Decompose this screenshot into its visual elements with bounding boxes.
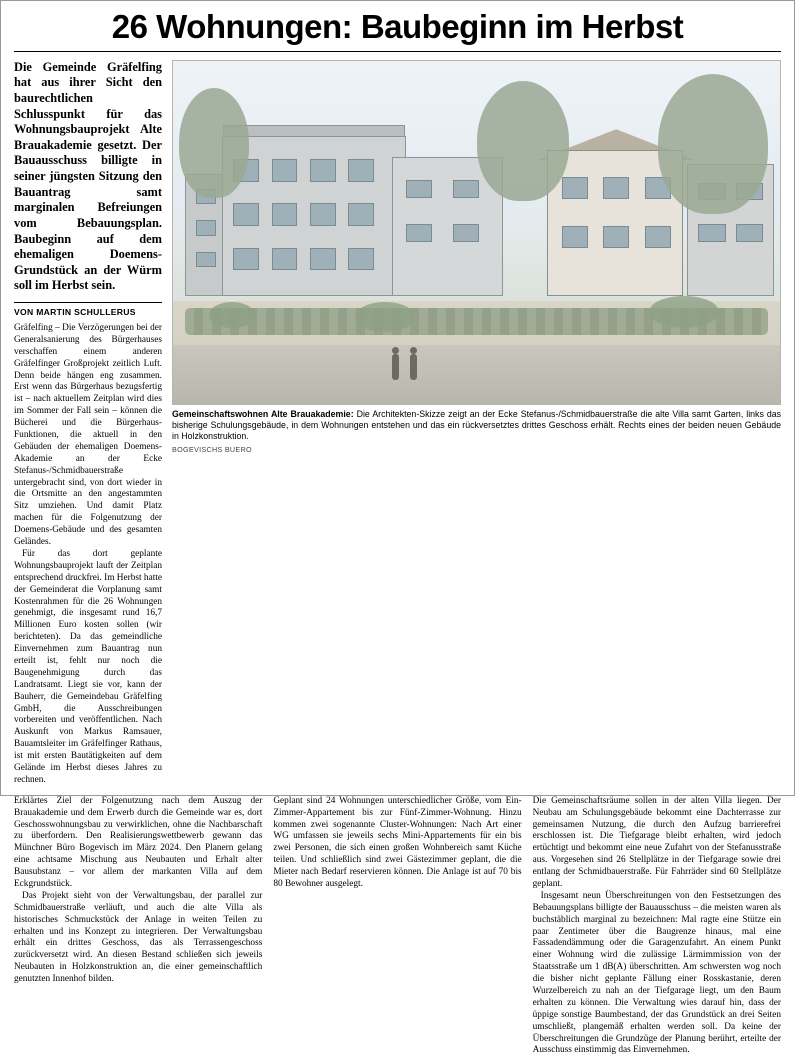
body-paragraph-6: Die Gemeinschaftsräume sollen in der alten Villa liegen. Der Neubau am Schulungsgebäude bekommt eine Dachterrasse zur gemeinsamen Nutzung, die durch den Aufzug barrierefrei erschlossen ist. Die Tiefgarage bleibt erhalten, wird jedoch ertüchtigt und bekommt eine neue Zufahrt von der Stefanusstraße aus. Vorgesehen sind 26 Stellplätze in der Tiefgarage sowie drei entlang der Schmidbauerstraße. Für Fahrräder sind 60 Stellplätze geplant. xyxy=(532,795,781,889)
caption-text: Die Architekten-Skizze zeigt an der Ecke Stefanus-/Schmidbauerstraße die alte Villa samt Garten, links das bisherige Schulungsgebäude, in dem Wohnungen entstehen und das ein rückversetztes drittes Geschoss erhält. Rechts eines der beiden neuen Gebäude in Holzkonstruktion. xyxy=(172,408,782,442)
column-1 xyxy=(14,796,262,986)
body-paragraph-7: Insgesamt neun Überschreitungen von den Festsetzungen des Bebauungsplans billigte der Bauausschuss – die meisten waren als buchstäblich marginal zu bezeichnen: Mal ragte eine Stütze ein paar Zentimeter über die Baugrenze hinaus, mal eine Fassadendämmung oder die Garagenzufahrt. An einem Punkt einer Wohnung wird die zulässige Lärmimmission von der Staatsstraße um 1 dB(A) überschritten. Am schwersten wog noch die bisher nicht geplante Fällung einer Rosskastanie, deren Wurzelbereich zu nah an der Tiefgarage liegt, um den Baum erhalten zu können. Die Verwaltung wies darauf hin, dass der üppige sonstige Baumbestand, der das Grundstück an drei Seiten umschließt, plangemäß erhalten werden soll. Da keine der Überschreitungen die Grundzüge der Planung berührt, erteilte der Ausschuss einstimmig das Einvernehmen. xyxy=(532,890,781,1056)
body-paragraph-4: Das Projekt sieht von der Verwaltungsbau, der parallel zur Schmidbauerstraße verläuft, und auch die alte Villa als historisches Schmuckstück der Anlage in weiten Teilen zu erhalten und ins Konzept zu integrieren. Der Verwaltungsbau erhält ein drittes Geschoss, das als Terrassengeschoss zurückversetzt wird. An diesen Bestand schließen sich jeweils Neubauten in Holzkonstruktion an, die einer gemeinschaftlich genutzten Innenhof bilden. xyxy=(14,890,263,985)
image-credit: BOGEVISCHS BUERO xyxy=(172,444,252,454)
page-title: 26 Wohnungen: Baubeginn im Herbst xyxy=(111,8,684,45)
body-columns xyxy=(14,796,781,1057)
tree-left xyxy=(179,88,249,198)
caption-lead: Gemeinschaftswohnen Alte Brauakademie: xyxy=(172,408,354,419)
tree-center xyxy=(477,81,569,201)
lead-paragraph: Die Gemeinde Gräfelfing hat aus ihrer Sicht den baurechtlichen Schlusspunkt für das Wohnungsbauprojekt Alte Brauakademie gesetzt. Der Bauausschuss billigte in seiner jüngsten Sitzung den Bauantrag samt marginalen Befreiungen vom Bebauungsplan. Baubeginn auf dem ehemaligen Doemens-Grundstück an der Würm soll im Herbst sein. xyxy=(14,59,162,293)
body-paragraph-3: Erklärtes Ziel der Folgenutzung nach dem Auszug der Brauakademie und dem Erwerb durch die Gemeinde war es, dort Geschosswohnungsbau zu verwirklichen, ohne die Nachbarschaft zu überfordern. Den Realisierungswettbewerb gewann das Münchner Büro Bogevisch im März 2024. Den Planern gelang eine achtsame Mischung aus Neubauten und Erhalt alter Bausubstanz – vor allem der markanten Villa auf dem Eckgrundstück. xyxy=(14,795,263,889)
headline-divider xyxy=(14,51,781,52)
article-figure xyxy=(172,60,781,454)
pedestrian-2 xyxy=(410,354,417,380)
top-section xyxy=(14,60,781,787)
architect-sketch-image xyxy=(172,60,781,405)
body-paragraph-1: Gräfelfing – Die Verzögerungen bei der Generalsanierung des Bürgerhauses verschaffen einem anderen Gräfelfinger Großprojekt zeitlich Luft. Denn beide hängen eng zusammen. Erst wenn das Bürgerhaus bezugsfertig ist – nach aktuellem Zeitplan wird dies im Sommer der Fall sein – können die Bücherei und die Bürgerhaus-Funktionen, die aktuell in den Gebäuden der ehemaligen Doemens-Akademie an der Ecke Stefanus-/Schmidbauerstraße untergebracht sind, von dort wieder in die Ortsmitte an den angestammten Sitz umziehen. Und damit Platz machen für die Folgenutzung der Doemens-Gebäude und des gesamten Geländes. xyxy=(14,323,162,548)
building-schulungsgebaeude xyxy=(222,136,406,296)
body-paragraph-2: Für das dort geplante Wohnungsbauprojekt lauft der Zeitplan entsprechend druckfrei. Im Herbst hatte der Gemeinderat die Vorplanung samt Kostenrahmen für die 26 Wohnungen genehmigt, die insgesamt rund 16,7 Millionen Euro kosten sollen (wir berichteten). Da das gemeindliche Einvernehmen zum Bauantrag nun erteilt ist, fehlt nur noch die Baugenehmigung durch das Landratsamt. Liegt sie vor, kann der Bauherr, die Gemeindebau Gräfelfing GmbH, die Ausschreibungen vorbereiten und veröffentlichen. Nach Auskunft von Markus Ramsauer, Bauamtsleiter im Gräfelfinger Rathaus, ist mit ersten Bautätigkeiten auf dem Gelände im Herbst dieses Jahres zu rechnen. xyxy=(14,548,162,785)
body-paragraph-5: Geplant sind 24 Wohnungen unterschiedlicher Größe, vom Ein-Zimmer-Appartement bis zur Fünf-Zimmer-Wohnung. Hinzu kommen zwei sogenannte Cluster-Wohnungen: Nach Art einer WG umfassen sie jeweils sechs Mini-Appartements für ein bis zwei Personen, die sich einen großen Wohnbereich samt Küche teilen. Und schließlich sind zwei Gästezimmer geplant, die die Mieter nach Bedarf reservieren können. Die Anlage ist auf 70 bis 80 Bewohner ausgelegt. xyxy=(273,795,522,889)
bush-2 xyxy=(355,302,415,332)
column-3 xyxy=(533,796,781,1057)
pedestrian-1 xyxy=(392,354,399,380)
column-2 xyxy=(273,796,521,891)
tree-right xyxy=(658,74,768,214)
street-area xyxy=(173,345,780,403)
lead-column xyxy=(14,60,162,787)
figure-caption xyxy=(172,409,781,443)
byline: VON MARTIN SCHULLERUS xyxy=(14,302,162,317)
